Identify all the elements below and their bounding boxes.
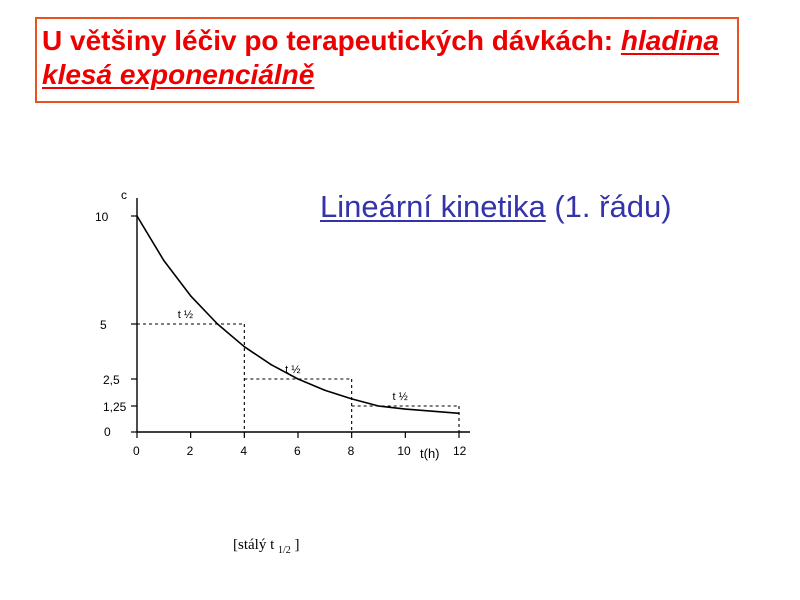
data-point — [163, 260, 165, 262]
footnote-close: ] — [290, 537, 300, 553]
y-tick-label: 10 — [95, 210, 109, 224]
x-tick-label: 12 — [453, 444, 467, 458]
data-point — [244, 346, 246, 348]
x-tick-label: 0 — [133, 444, 140, 458]
data-point — [324, 389, 326, 391]
x-tick-label: 10 — [397, 444, 411, 458]
y-tick-label: 0 — [104, 425, 111, 439]
kinetics-main-label: Lineární kinetika — [320, 189, 546, 224]
half-life-annotation: t ½ — [177, 309, 194, 321]
data-point — [270, 364, 272, 366]
slide-title-text: U většiny léčiv po terapeutických dávkách: — [42, 25, 621, 56]
y-tick-label: 2,5 — [103, 373, 120, 387]
x-axis-label: t(h) — [420, 446, 440, 461]
x-tick-label: 8 — [347, 444, 355, 458]
half-life-footnote — [233, 537, 300, 556]
data-point — [136, 215, 138, 217]
y-tick-label: 1,25 — [103, 400, 127, 414]
half-life-annotation: t ½ — [392, 391, 408, 403]
data-point — [190, 295, 192, 297]
footnote-subscript: 1/2 — [278, 545, 291, 556]
footnote-open: [stálý t — [233, 537, 278, 553]
half-life-annotation: t ½ — [285, 364, 301, 376]
slide-title-emphasis: hladina klesá exponenciálně — [42, 25, 719, 90]
x-tick-label: 6 — [294, 444, 301, 458]
y-tick-label: 5 — [100, 318, 107, 332]
y-axis-label: c — [121, 188, 127, 202]
x-tick-label: 4 — [240, 444, 248, 458]
x-tick-label: 2 — [186, 444, 194, 458]
data-point — [431, 410, 433, 412]
kinetics-order-label: (1. řádu) — [545, 189, 672, 224]
data-point — [405, 408, 407, 410]
